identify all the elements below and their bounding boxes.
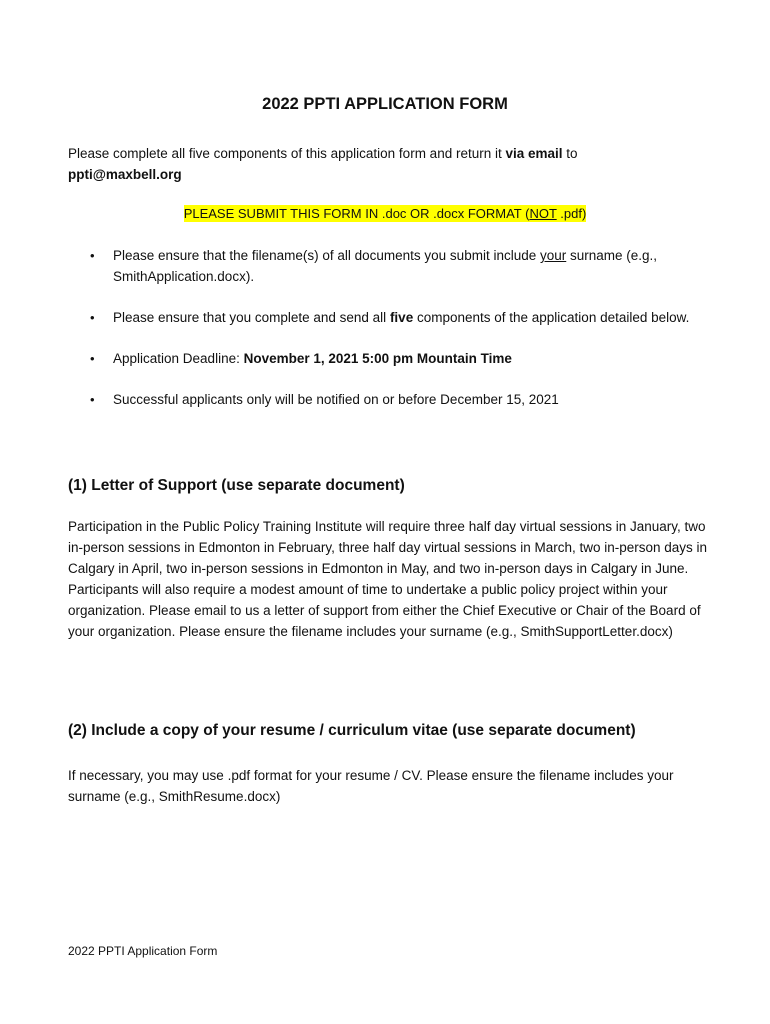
contact-email: ppti@maxbell.org <box>68 167 182 182</box>
intro-paragraph <box>68 143 708 185</box>
intro-to: to <box>562 146 578 161</box>
bullet-icon: • <box>90 310 95 325</box>
bullet-text-after: surname (e.g., SmithApplication.docx). <box>113 248 658 284</box>
bullet-text-after: components of the application detailed below. <box>413 310 690 325</box>
section1-heading: (1) Letter of Support (use separate document) <box>68 477 405 494</box>
section2-body: If necessary, you may use .pdf format for your resume / CV. Please ensure the filename includes your surname (e.g., SmithResume.docx) <box>68 768 674 804</box>
bullet-icon: • <box>90 351 95 366</box>
bullet-icon: • <box>90 248 95 263</box>
list-item <box>68 348 708 369</box>
list-item <box>68 389 708 410</box>
bullet-bold-five: five <box>389 310 414 325</box>
bullet-text: Successful applicants only will be notified on or before December 15, 2021 <box>113 392 559 407</box>
intro-via-email: via email <box>505 146 563 161</box>
bullet-text: Please ensure that you complete and send all <box>113 310 390 325</box>
format-notice-highlight <box>184 205 587 222</box>
instructions-list <box>68 245 708 430</box>
intro-text: Please complete all five components of this application form and return it <box>68 146 506 161</box>
bullet-text: Please ensure that the filename(s) of all documents you submit include <box>113 248 540 263</box>
list-item <box>68 307 708 328</box>
section2-heading: (2) Include a copy of your resume / curriculum vitae (use separate document) <box>68 722 636 739</box>
bullet-icon: • <box>90 392 95 407</box>
notice-before: PLEASE SUBMIT THIS FORM IN .doc OR .docx FORMAT ( <box>183 206 530 221</box>
format-notice <box>0 204 770 224</box>
notice-after: .pdf) <box>556 206 587 221</box>
page-title: 2022 PPTI APPLICATION FORM <box>262 95 508 113</box>
section1-body: Participation in the Public Policy Training Institute will require three half day virtual sessions in January, two in-person sessions in Edmonton in February, three half day virtual sessions in March, two in-person days in Calgary in April, two in-person sessions in Edmonton in May, and two in-person days in Calgary in June. Participants will also require a modest amount of time to undertake a public policy project within your organization. Please email to us a letter of support from either the Chief Executive or Chair of the Board of your organization. Please ensure the filename includes your surname (e.g., SmithSupportLetter.docx) <box>68 519 708 639</box>
notice-not: NOT <box>529 206 557 221</box>
deadline-date: November 1, 2021 5:00 pm Mountain Time <box>243 351 512 366</box>
page-footer: 2022 PPTI Application Form <box>68 944 218 958</box>
bullet-text: Application Deadline: <box>113 351 244 366</box>
bullet-underline-your: your <box>539 248 567 263</box>
list-item <box>68 245 708 287</box>
